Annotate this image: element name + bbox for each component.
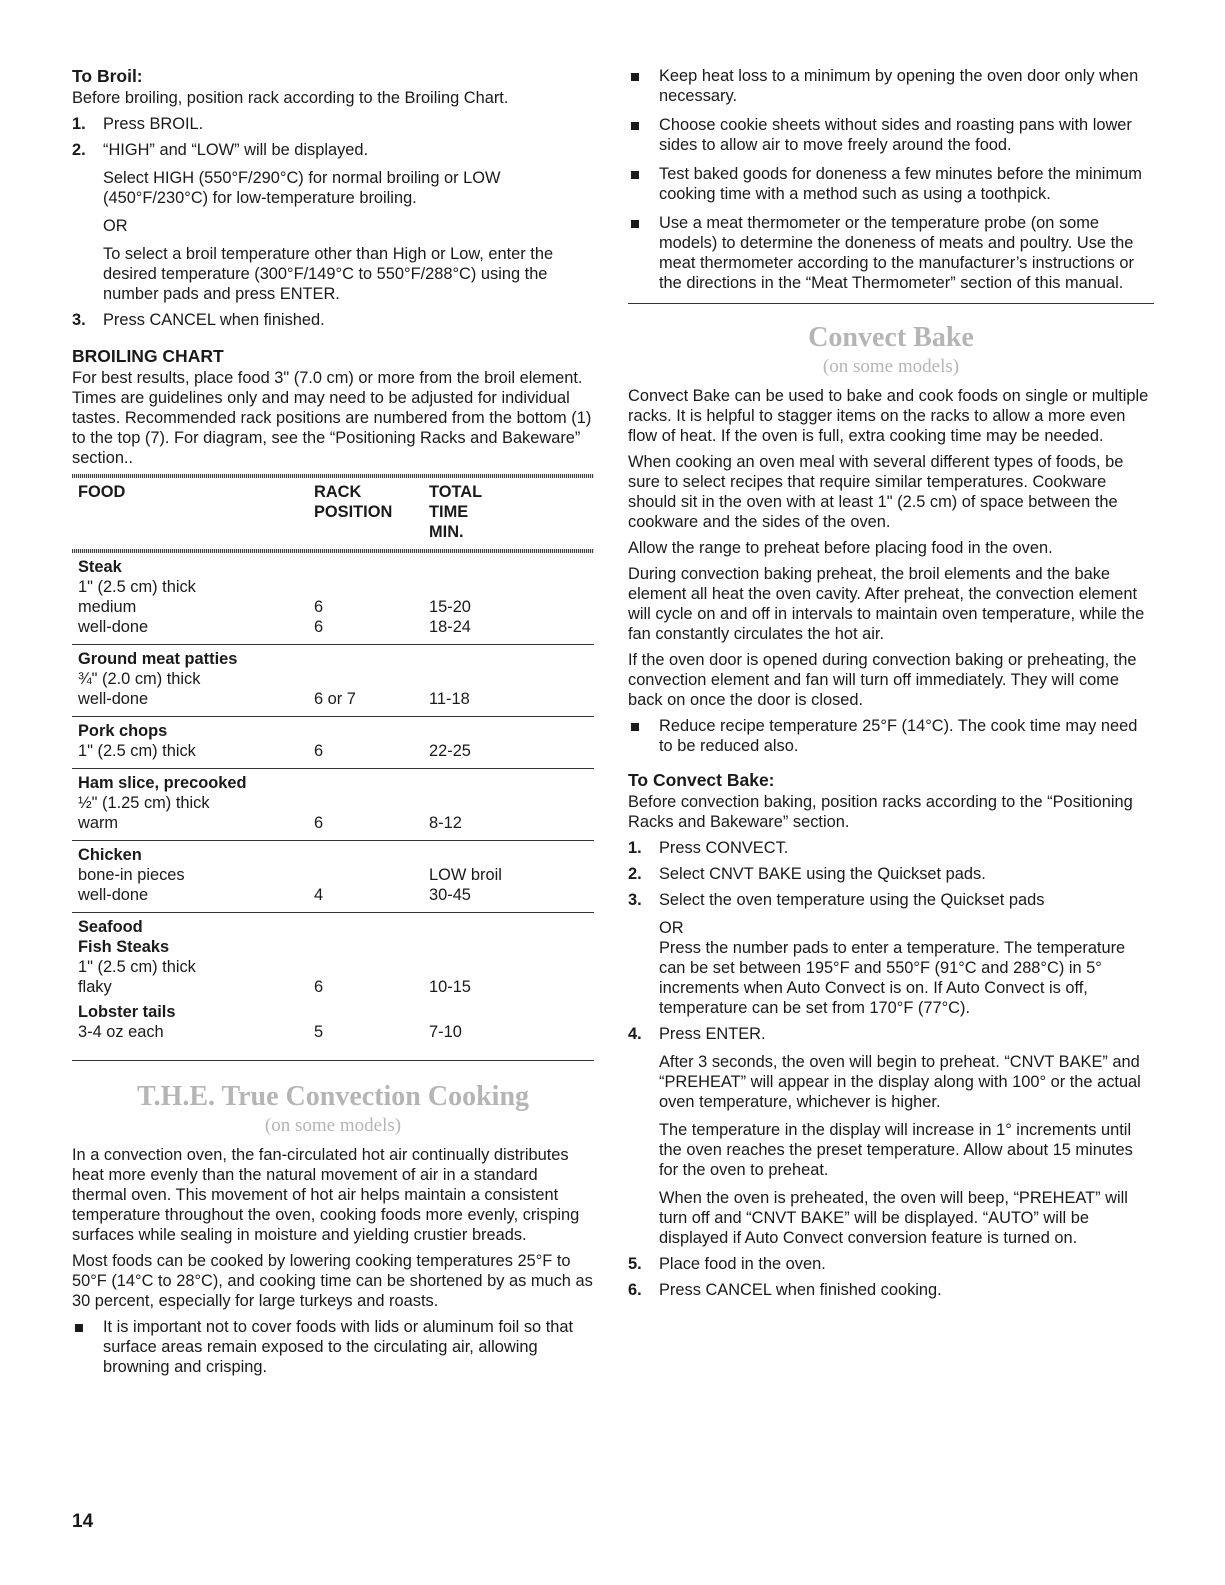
broiling-chart-heading: BROILING CHART (72, 346, 224, 366)
step-item (628, 890, 1154, 1018)
table-header (72, 478, 594, 549)
table-cell: 30-45 (429, 886, 471, 904)
table-cell: well-done (78, 690, 149, 708)
food-group (72, 841, 594, 913)
step-text: OR Press the number pads to enter a temperature. The temperature can be set between 195°F and 550°F (91°C and 288°C) in 5° increments when Auto Convect is on. If Auto Convect is off, temperature can be set from 170°F (77°C). (659, 919, 1126, 1017)
section-divider (628, 303, 1154, 304)
step-item (72, 114, 594, 134)
table-cell (314, 577, 429, 597)
food-group-title: Seafood (78, 918, 143, 936)
table-row (78, 793, 594, 813)
list-item (628, 213, 1154, 293)
table-cell: 1" (2.5 cm) thick (78, 958, 196, 976)
step-number: 4. (628, 1025, 642, 1043)
list-item (628, 115, 1154, 155)
table-cell: 3-4 oz each (78, 1023, 164, 1041)
the-para-2: Most foods can be cooked by lowering cooking temperatures 25°F to 50°F (14°C to 28°C), and cooking time can be shortened by as much as 30 percent, especially for large turkeys and roasts. (72, 1252, 593, 1310)
broil-steps (72, 114, 594, 330)
step-item (72, 310, 594, 330)
step-text: OR (103, 217, 128, 235)
broil-intro: Before broiling, position rack according to the Broiling Chart. (72, 89, 509, 107)
food-subgroup (78, 1002, 594, 1042)
food-group (72, 769, 594, 841)
step-text: Select the oven temperature using the Quickset pads (659, 891, 1045, 909)
list-item (628, 716, 1154, 756)
table-cell: 11-18 (429, 690, 470, 708)
table-cell (429, 793, 594, 813)
convect-steps (628, 838, 1154, 1300)
table-cell: 4 (314, 886, 324, 904)
table-cell: well-done (78, 618, 149, 636)
bullet-icon (631, 723, 639, 731)
table-cell (314, 793, 429, 813)
step-text: Press CONVECT. (659, 839, 789, 857)
convect-bullets (628, 716, 1154, 756)
table-row (78, 1022, 594, 1042)
table-cell: 7-10 (429, 1023, 462, 1041)
step-number: 1. (72, 115, 86, 133)
step-number: 5. (628, 1255, 642, 1273)
step-number: 6. (628, 1281, 642, 1299)
step-text: Select HIGH (550°F/290°C) for normal broiling or LOW (450°F/230°C) for low-temperature broiling. (103, 169, 501, 207)
table-cell: well-done (78, 886, 149, 904)
bullet-text: Reduce recipe temperature 25°F (14°C). The cook time may need to be reduced also. (659, 717, 1138, 755)
step-item (72, 140, 594, 304)
table-cell: 18-24 (429, 618, 471, 636)
step-text: To select a broil temperature other than High or Low, enter the desired temperature (300°F/149°C to 550°F/288°C) using the number pads and press ENTER. (103, 245, 554, 303)
broil-heading: To Broil: (72, 66, 143, 86)
step-text: Press CANCEL when finished cooking. (659, 1281, 942, 1299)
step-number: 3. (628, 891, 642, 909)
table-cell (429, 957, 594, 977)
bullet-text: Choose cookie sheets without sides and roasting pans with lower sides to allow air to move freely around the food. (659, 116, 1132, 154)
table-row (78, 865, 594, 885)
table-cell (314, 865, 429, 885)
step-number: 3. (72, 311, 86, 329)
table-row (78, 741, 594, 761)
left-column (72, 66, 594, 1386)
bullet-icon (631, 171, 639, 179)
bullet-text: Use a meat thermometer or the temperature probe (on some models) to determine the doneness of meats and poultry. Use the meat thermometer according to the manufacturer’s instructions or the directions in the “Meat Thermometer” section of this manual. (659, 214, 1134, 292)
table-cell: 6 (314, 978, 324, 996)
convect-para-5: If the oven door is opened during convection baking or preheating, the convection element and fan will turn off immediately. They will come back on once the door is closed. (628, 651, 1137, 709)
table-row (78, 577, 594, 597)
table-cell: 15-20 (429, 598, 471, 616)
table-cell: LOW broil (429, 866, 502, 884)
table-row (78, 885, 594, 905)
table-cell: 6 (314, 618, 324, 636)
table-cell: 6 (314, 742, 324, 760)
table-body (72, 553, 594, 1061)
list-item (628, 164, 1154, 204)
step-text: Place food in the oven. (659, 1255, 826, 1273)
table-cell: 6 (314, 598, 324, 616)
table-cell (429, 669, 594, 689)
step-number: 1. (628, 839, 642, 857)
list-item (628, 66, 1154, 106)
food-group (72, 913, 594, 1061)
food-group-title: Ground meat patties (78, 650, 238, 668)
step-number: 2. (72, 141, 86, 159)
page-number: 14 (72, 1511, 94, 1532)
step-item (628, 838, 1154, 858)
broiling-chart-intro: For best results, place food 3" (7.0 cm) or more from the broil element. Times are guidelines only and may need to be adjusted for individual tastes. Recommended rack positions are numbered from the bottom (1) to the top (7). For diagram, see the “Positioning Racks and Bakeware” section.. (72, 369, 592, 467)
list-item (72, 1317, 594, 1377)
table-cell: 6 or 7 (314, 690, 356, 708)
table-cell: warm (78, 814, 119, 832)
step-text: “HIGH” and “LOW” will be displayed. (103, 141, 369, 159)
table-row (78, 957, 594, 977)
table-cell (429, 577, 594, 597)
bullet-text: It is important not to cover foods with lids or aluminum foil so that surface areas remain exposed to the circulating air, allowing browning and crisping. (103, 1318, 574, 1376)
bullet-icon (631, 73, 639, 81)
step-item (628, 1254, 1154, 1274)
table-cell: 1" (2.5 cm) thick (78, 578, 196, 596)
the-section-title: T.H.E. True Convection Cooking (136, 1081, 530, 1112)
convect-para-3: Allow the range to preheat before placing food in the oven. (628, 539, 1053, 557)
food-group-title: Chicken (78, 846, 142, 864)
col-rack-header: RACK POSITION (314, 483, 393, 521)
bullet-icon (631, 220, 639, 228)
table-cell: 6 (314, 814, 324, 832)
table-cell: flaky (78, 978, 112, 996)
broiling-chart-table (72, 474, 594, 1061)
table-cell: bone-in pieces (78, 866, 185, 884)
step-item (628, 1280, 1154, 1300)
food-subgroup (78, 937, 594, 997)
convect-bake-subtitle: (on some models) (822, 356, 960, 377)
table-cell: ¾" (2.0 cm) thick (78, 670, 201, 688)
step-item (628, 1024, 1154, 1248)
table-row (78, 617, 594, 637)
food-group-title: Pork chops (78, 722, 168, 740)
table-cell: 5 (314, 1023, 324, 1041)
bullet-icon (75, 1324, 83, 1332)
table-row (78, 977, 594, 997)
food-group (72, 645, 594, 717)
col-food-header: FOOD (78, 483, 126, 501)
step-text: Press CANCEL when finished. (103, 311, 325, 329)
step-text: Press BROIL. (103, 115, 204, 133)
right-column (628, 66, 1154, 1306)
table-cell: 8-12 (429, 814, 462, 832)
the-bullets-right (628, 66, 1154, 293)
table-row (78, 689, 594, 709)
table-cell: 10-15 (429, 978, 471, 996)
table-cell: medium (78, 598, 137, 616)
step-text: Press ENTER. (659, 1025, 766, 1043)
table-cell: ½" (1.25 cm) thick (78, 794, 210, 812)
step-number: 2. (628, 865, 642, 883)
the-bullets-left (72, 1317, 594, 1377)
step-text: When the oven is preheated, the oven will beep, “PREHEAT” will turn off and “CNVT BAKE” will be displayed. “AUTO” will be displayed if Auto Convect conversion feature is turned on. (659, 1189, 1128, 1247)
step-text: The temperature in the display will increase in 1° increments until the oven reaches the preset temperature. Allow about 15 minutes for the oven to preheat. (659, 1121, 1133, 1179)
food-group (72, 553, 594, 645)
table-row (78, 597, 594, 617)
table-row (78, 669, 594, 689)
the-para-1: In a convection oven, the fan-circulated hot air continually distributes heat more evenly than the natural movement of air in a standard thermal oven. This movement of hot air helps maintain a consistent temperature throughout the oven, cooking foods more evenly, crisping surfaces while sealing in moisture and yielding crustier breads. (72, 1146, 580, 1244)
convect-para-2: When cooking an oven meal with several different types of foods, be sure to select recipes that require similar temperatures. Cookware should sit in the oven with at least 1" (2.5 cm) of space between the cookware and the sides of the oven. (628, 453, 1124, 531)
bullet-text: Keep heat loss to a minimum by opening the oven door only when necessary. (659, 67, 1139, 105)
step-text: Select CNVT BAKE using the Quickset pads. (659, 865, 986, 883)
convect-bake-title: Convect Bake (808, 322, 974, 353)
food-group-title: Lobster tails (78, 1003, 176, 1021)
table-cell (314, 957, 429, 977)
food-group (72, 717, 594, 769)
table-cell (314, 669, 429, 689)
food-group-title: Fish Steaks (78, 938, 170, 956)
step-text: After 3 seconds, the oven will begin to preheat. “CNVT BAKE” and “PREHEAT” will appear in the display along with 100° or the actual oven temperature, whichever is higher. (659, 1053, 1141, 1111)
table-cell: 1" (2.5 cm) thick (78, 742, 196, 760)
convect-para-1: Convect Bake can be used to bake and cook foods on single or multiple racks. It is helpful to stagger items on the racks to allow a more even flow of heat. If the oven is full, extra cooking time may be needed. (628, 387, 1149, 445)
food-group-title: Ham slice, precooked (78, 774, 247, 792)
bullet-icon (631, 122, 639, 130)
col-time-header: TOTAL TIME MIN. (429, 483, 483, 541)
table-row (78, 813, 594, 833)
convect-how-intro: Before convection baking, position racks according to the “Positioning Racks and Bakeware” section. (628, 793, 1133, 831)
food-group-title: Steak (78, 558, 122, 576)
convect-para-4: During convection baking preheat, the broil elements and the bake element all heat the oven cavity. After preheat, the convection element will cycle on and off in intervals to maintain oven temperature, while the fan constantly circulates the hot air. (628, 565, 1145, 643)
the-section-subtitle: (on some models) (264, 1115, 402, 1136)
table-cell: 22-25 (429, 742, 471, 760)
bullet-text: Test baked goods for doneness a few minutes before the minimum cooking time with a method such as using a toothpick. (659, 165, 1142, 203)
step-item (628, 864, 1154, 884)
convect-how-heading: To Convect Bake: (628, 770, 775, 790)
